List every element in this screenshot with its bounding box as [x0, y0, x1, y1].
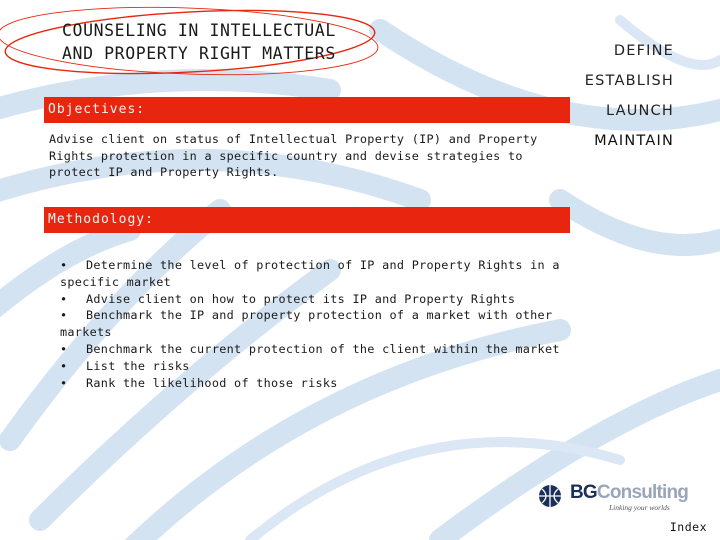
step-launch: LAUNCH — [605, 103, 674, 119]
bullet-icon: • — [60, 341, 68, 356]
bullet-icon: • — [60, 258, 68, 272]
objectives-text: Advise client on status of Intellectual Property (IP) and Property Rights protection in a specific country and devise strategies to protect IP and Property Rights. — [49, 132, 538, 179]
bullet-icon: • — [60, 308, 68, 323]
page-title: COUNSELING IN INTELLECTUAL AND PROPERTY RIGHT MATTERS — [62, 21, 336, 63]
list-item: • List the risks — [60, 358, 190, 373]
list-item: • Advise client on how to protect its IP and Property Rights — [60, 291, 516, 306]
step-maintain: MAINTAIN — [594, 133, 674, 149]
list-item: • Benchmark the current protection of the client within the market — [60, 341, 560, 356]
logo-wordmark: BGConsulting — [570, 482, 689, 503]
globe-icon — [539, 485, 561, 507]
list-item: • Benchmark the IP and property protection of a market with other markets — [60, 308, 553, 340]
bullet-icon: • — [60, 291, 68, 306]
process-steps — [585, 36, 674, 156]
list-item: • Rank the likelihood of those risks — [60, 375, 338, 390]
step-define: DEFINE — [613, 43, 674, 59]
list-item: • Determine the level of protection of IP and Property Rights in a specific market — [60, 258, 560, 289]
objectives-header: Objectives: — [44, 97, 570, 123]
logo-tagline: Linking your worlds — [609, 503, 670, 512]
step-establish: ESTABLISH — [584, 73, 674, 89]
methodology-header: Methodology: — [44, 207, 570, 233]
index-link[interactable]: Index — [669, 520, 707, 534]
bullet-icon: • — [60, 358, 68, 373]
bullet-icon: • — [60, 375, 68, 390]
methodology-list — [60, 257, 590, 391]
